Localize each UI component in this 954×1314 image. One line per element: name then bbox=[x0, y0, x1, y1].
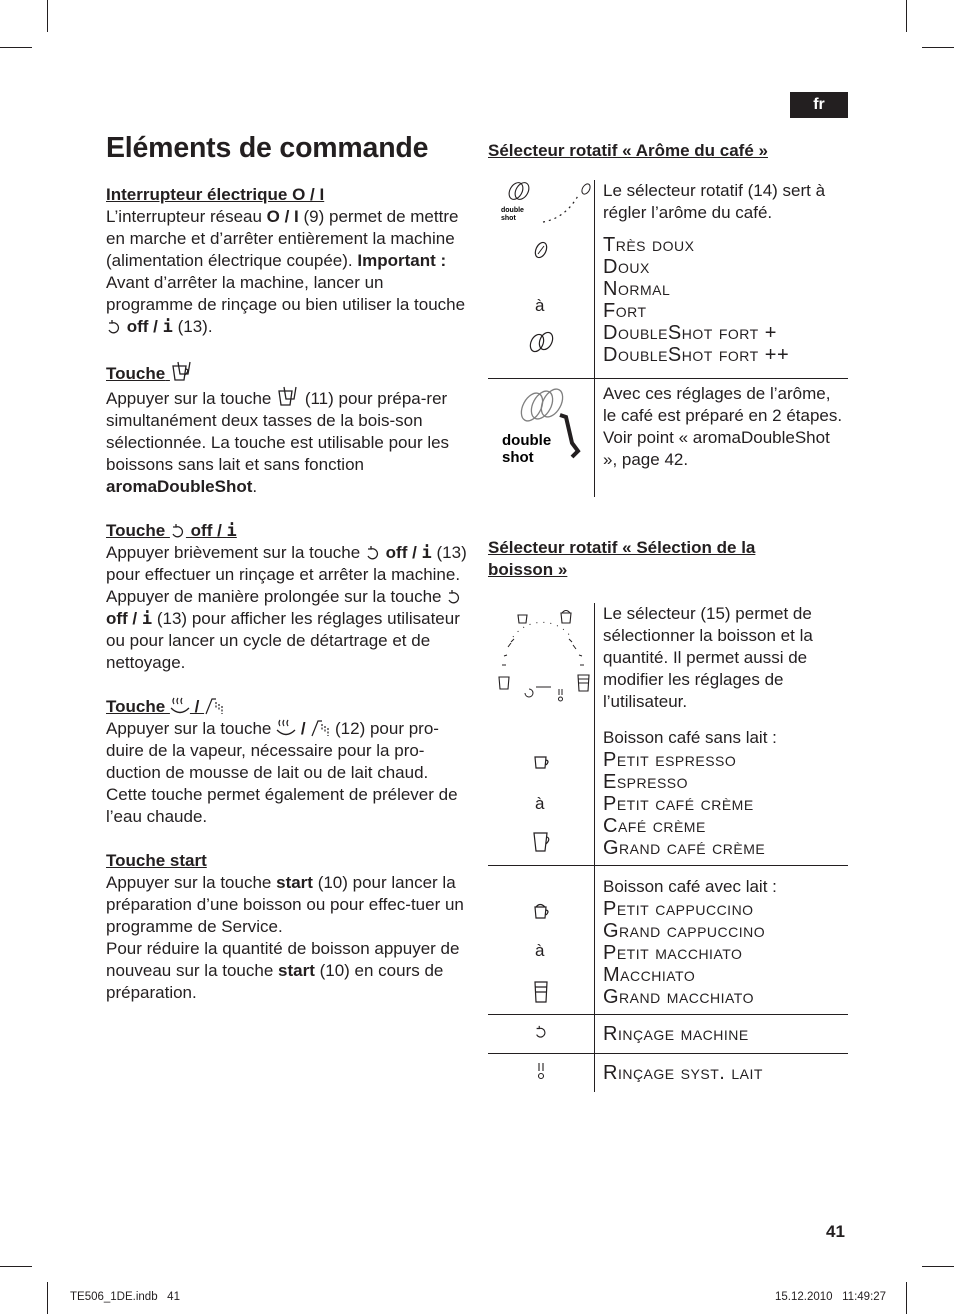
milk-title: Boisson café avec lait : bbox=[603, 877, 777, 896]
svg-text:shot: shot bbox=[501, 215, 516, 222]
aroma-range-icons bbox=[488, 234, 595, 379]
drink-option: Grand macchiato bbox=[603, 986, 754, 1008]
crop-mark bbox=[47, 1282, 48, 1314]
aroma-levels-list bbox=[595, 234, 849, 379]
aroma-level: Fort bbox=[603, 300, 647, 322]
rinse-icon bbox=[365, 545, 381, 561]
aroma-level: Doux bbox=[603, 256, 650, 278]
crop-mark bbox=[0, 47, 32, 48]
drink-option: Petit espresso bbox=[603, 749, 737, 771]
drink-option: Petit macchiato bbox=[603, 942, 743, 964]
crop-mark bbox=[922, 1266, 954, 1267]
section-heading: Touche / bbox=[106, 696, 470, 718]
left-column bbox=[106, 184, 470, 1026]
section-rinse-off bbox=[106, 520, 470, 674]
hot-water-icon bbox=[310, 719, 330, 737]
drink-option: Macchiato bbox=[603, 964, 696, 986]
page-title: Eléments de commande bbox=[106, 132, 429, 164]
drink-option: Grand café crème bbox=[603, 837, 766, 859]
drink-selector-heading: Sélecteur rotatif « Sélection de la boisson » bbox=[488, 538, 756, 579]
aroma-level: Très doux bbox=[603, 234, 695, 256]
section-text: L’interrupteur réseau O / I (9) permet de mettre en marche et d’arrêter entièrement la machine (alimentation électrique coupée). Important : Avant d’arrêter la machine, lancer un programme de rinçage ou bien utiliser la touche off / i (13). bbox=[106, 207, 466, 337]
crop-mark bbox=[0, 1266, 32, 1267]
rinse-icon bbox=[170, 523, 186, 539]
drink-option: Petit café crème bbox=[603, 793, 754, 815]
double-cup-icon bbox=[276, 385, 300, 407]
milk-system-icon bbox=[535, 1062, 547, 1082]
hot-water-icon bbox=[204, 697, 224, 715]
cappuccino-icon bbox=[533, 902, 551, 920]
large-cup-icon bbox=[532, 831, 552, 853]
double-shot-text: Avec ces réglages de l’arôme, le café est préparé en 2 étapes. Voir point « aromaDoubleShot », page 42. bbox=[603, 384, 843, 469]
language-tab: fr bbox=[790, 92, 848, 118]
drink-option: Espresso bbox=[603, 771, 689, 793]
rinse-icon bbox=[106, 319, 122, 335]
section-heading: Touche off / i bbox=[106, 521, 237, 541]
drink-intro-text: Le sélecteur (15) permet de sélectionner la boisson et la quantité. Il permet aussi de modifier les réglages de l’utilisateur. bbox=[603, 604, 813, 711]
drink-table bbox=[488, 603, 848, 1092]
drink-dial-cell bbox=[488, 603, 595, 717]
drink-option: Café crème bbox=[603, 815, 706, 837]
milk-icons bbox=[488, 866, 595, 1015]
drink-option: Petit cappuccino bbox=[603, 898, 754, 920]
steam-icon bbox=[276, 719, 296, 737]
rinse-milk-icon-cell bbox=[488, 1054, 595, 1093]
aroma-level: DoubleShot fort ++ bbox=[603, 344, 790, 366]
mild-bean-icon bbox=[533, 240, 549, 260]
aroma-dial-icon bbox=[491, 180, 591, 228]
rinse-milk-label: Rinçage syst. lait bbox=[603, 1062, 763, 1084]
double-cup-icon bbox=[170, 360, 194, 382]
no-milk-title: Boisson café sans lait : bbox=[603, 728, 777, 747]
rinse-icon bbox=[446, 589, 462, 605]
crop-mark bbox=[47, 0, 48, 32]
double-shot-label: shot bbox=[502, 449, 534, 466]
section-heading: Interrupteur électrique O / I bbox=[106, 185, 325, 204]
section-text: Appuyer sur la touche / (12) pour pro-duire de la vapeur, nécessaire pour la pro-duction de mousse de lait ou de lait chaud. Cette touche permet également de prélever de l’eau chaude. bbox=[106, 719, 458, 826]
crop-mark bbox=[906, 0, 907, 32]
double-shot-cell bbox=[488, 379, 595, 498]
steam-icon bbox=[170, 697, 190, 715]
drink-option: Grand cappuccino bbox=[603, 920, 766, 942]
aroma-level: Normal bbox=[603, 278, 671, 300]
macchiato-glass-icon bbox=[533, 980, 549, 1004]
rinse-machine-icon-cell bbox=[488, 1015, 595, 1054]
drink-dial-icon bbox=[491, 603, 591, 711]
crop-mark bbox=[906, 1282, 907, 1314]
aroma-level: DoubleShot fort + bbox=[603, 322, 777, 344]
no-milk-icons bbox=[488, 717, 595, 866]
page-number: 41 bbox=[826, 1222, 845, 1241]
section-heading: Touche bbox=[106, 360, 470, 385]
section-text: Appuyer sur la touche start (10) pour lancer la préparation d’une boisson ou pour effec-tuer un programme de Service. bbox=[106, 873, 464, 936]
footer-date: 15.12.2010 11:49:27 bbox=[775, 1291, 887, 1303]
footer-file: TE506_1DE.indb 41 bbox=[70, 1291, 180, 1303]
no-milk-list bbox=[595, 717, 849, 866]
range-to-label: à bbox=[535, 941, 545, 960]
aroma-selector-heading: Sélecteur rotatif « Arôme du café » bbox=[488, 141, 768, 160]
section-text: Pour réduire la quantité de boisson appuyer de nouveau sur la touche start (10) en cours de préparation. bbox=[106, 939, 460, 1002]
section-text: Appuyer brièvement sur la touche off / i (13) pour effectuer un rinçage et arrêter la machine. Appuyer de manière prolongée sur la touche off / i (13) pour afficher les réglages utilisateur ou pour lancer un cycle de détartrage et de nettoyage. bbox=[106, 543, 467, 672]
rinse-machine-label: Rinçage machine bbox=[595, 1015, 849, 1054]
aroma-table bbox=[488, 180, 848, 497]
rinse-icon bbox=[534, 1025, 548, 1039]
small-cup-icon bbox=[533, 755, 551, 771]
milk-list bbox=[595, 866, 849, 1015]
double-shot-icon bbox=[498, 387, 588, 471]
section-power-switch bbox=[106, 184, 470, 338]
range-to-label: à bbox=[535, 296, 545, 315]
section-steam bbox=[106, 696, 470, 828]
section-heading: Touche start bbox=[106, 851, 207, 870]
dial-label: double bbox=[501, 207, 524, 214]
range-to-label: à bbox=[535, 794, 545, 813]
crop-mark bbox=[922, 47, 954, 48]
section-text: Appuyer sur la touche (11) pour prépa-rer simultanément deux tasses de la bois-son sélectionnée. La touche est utilisable pour les boissons sans lait et sans fonction aromaDoubleShot. bbox=[106, 385, 470, 498]
aroma-intro-text: Le sélecteur rotatif (14) sert à régler l’arôme du café. bbox=[603, 181, 826, 222]
double-shot-label: double bbox=[502, 432, 552, 449]
section-start bbox=[106, 850, 470, 1004]
section-double-cup bbox=[106, 360, 470, 498]
strong-beans-icon bbox=[528, 330, 556, 354]
aroma-dial-cell bbox=[488, 180, 595, 234]
